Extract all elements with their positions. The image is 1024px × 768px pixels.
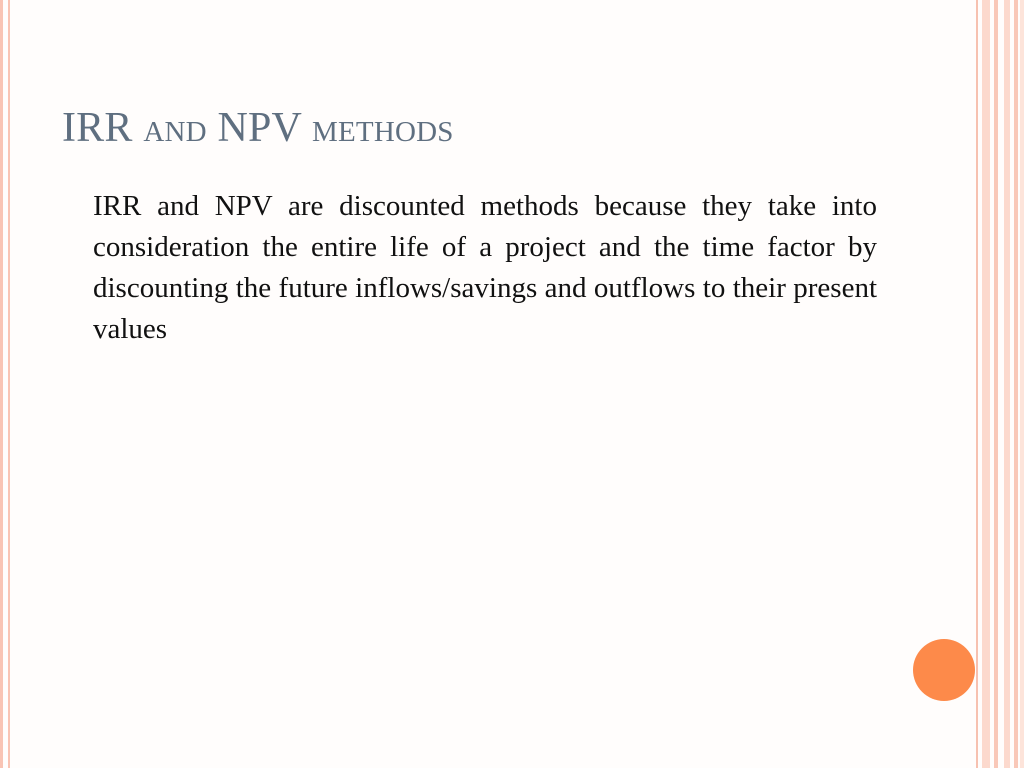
slide-body-text: IRR and NPV are discounted methods because they take into consideration the entire life of a project and the time factor by discounting the future inflows/savings and outflows to their present values — [93, 190, 877, 345]
stripe — [1004, 0, 1010, 768]
stripe — [1020, 0, 1024, 768]
stripe — [982, 0, 990, 768]
stripe — [976, 0, 978, 768]
left-border-line-inner — [8, 0, 10, 768]
stripe — [994, 0, 998, 768]
left-border-line — [0, 0, 3, 768]
stripe — [1014, 0, 1018, 768]
slide-title: IRR and NPV methods — [62, 105, 454, 151]
decorative-circle-icon — [913, 639, 975, 701]
right-decorative-stripes — [976, 0, 1024, 768]
